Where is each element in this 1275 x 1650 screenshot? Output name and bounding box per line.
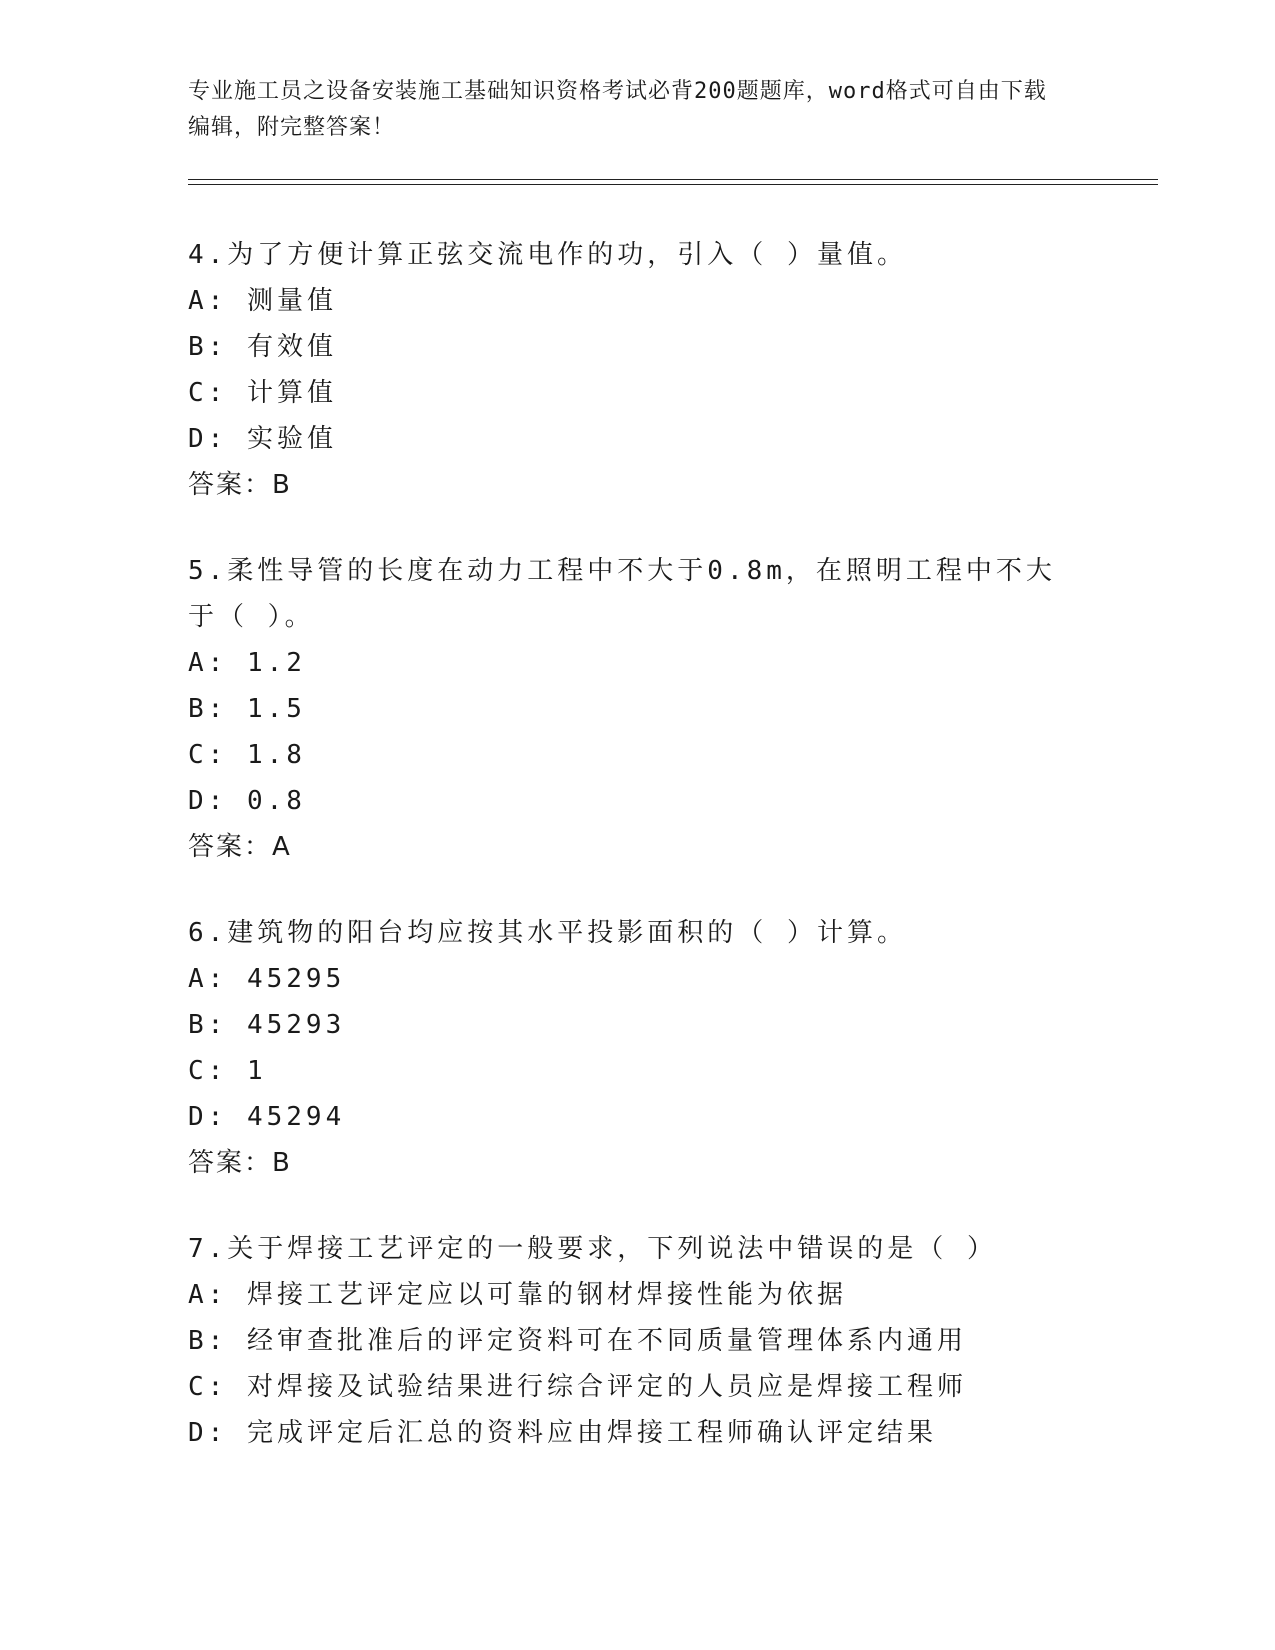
question-list bbox=[188, 232, 1088, 1496]
option-b: B: 经审查批准后的评定资料可在不同质量管理体系内通用 bbox=[188, 1326, 967, 1356]
option-c: C: 计算值 bbox=[188, 378, 337, 408]
option-d: D: 0.8 bbox=[188, 786, 306, 816]
header-divider-bottom bbox=[188, 184, 1158, 185]
answer: 答案：B bbox=[188, 1148, 292, 1178]
question-5 bbox=[188, 548, 1088, 870]
header-divider-top bbox=[188, 179, 1158, 180]
option-b: B: 1.5 bbox=[188, 694, 306, 724]
question-stem: 5.柔性导管的长度在动力工程中不大于0.8m，在照明工程中不大于（ ）。 bbox=[188, 556, 1056, 632]
option-c: C: 1.8 bbox=[188, 740, 306, 770]
option-a: A: 测量值 bbox=[188, 286, 337, 316]
document-header: 专业施工员之设备安装施工基础知识资格考试必背200题题库，word格式可自由下载编辑，附完整答案！ bbox=[188, 79, 1047, 140]
question-stem: 7.关于焊接工艺评定的一般要求，下列说法中错误的是（ ） bbox=[188, 1234, 997, 1264]
question-7 bbox=[188, 1226, 1088, 1456]
option-d: D: 实验值 bbox=[188, 424, 337, 454]
option-a: A: 焊接工艺评定应以可靠的钢材焊接性能为依据 bbox=[188, 1280, 847, 1310]
option-b: B: 45293 bbox=[188, 1010, 346, 1040]
option-a: A: 45295 bbox=[188, 964, 346, 994]
question-stem: 4.为了方便计算正弦交流电作的功，引入（ ）量值。 bbox=[188, 240, 907, 270]
option-d: D: 完成评定后汇总的资料应由焊接工程师确认评定结果 bbox=[188, 1418, 937, 1448]
answer: 答案：A bbox=[188, 832, 292, 862]
option-c: C: 对焊接及试验结果进行综合评定的人员应是焊接工程师 bbox=[188, 1372, 967, 1402]
answer: 答案：B bbox=[188, 470, 292, 500]
question-6 bbox=[188, 910, 1088, 1186]
question-4 bbox=[188, 232, 1088, 508]
option-b: B: 有效值 bbox=[188, 332, 337, 362]
option-c: C: 1 bbox=[188, 1056, 267, 1086]
option-a: A: 1.2 bbox=[188, 648, 306, 678]
option-d: D: 45294 bbox=[188, 1102, 346, 1132]
question-stem: 6.建筑物的阳台均应按其水平投影面积的（ ）计算。 bbox=[188, 918, 907, 948]
